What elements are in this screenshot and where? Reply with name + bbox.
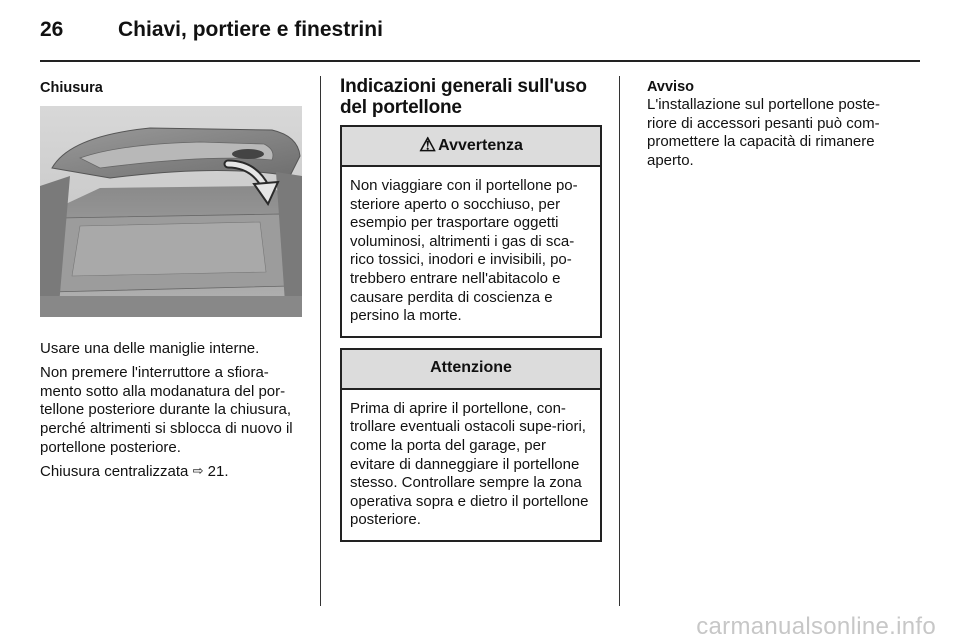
chapter-title: Chiavi, portiere e finestrini [118,18,383,41]
paragraph-touch-switch: Non premere l'interruttore a sfiora-mento sotto alla modanatura del por-tellone posteriore durante la chiusura, perché altrimenti si sblocca di nuovo il portellone posteriore. [40,364,293,456]
tailgate-illustration-svg [40,106,302,317]
note-body: L'installazione sul portellone poste-riore di accessori pesanti può com-promettere la capacità di rimanere aperto. [647,96,881,169]
right-column [647,76,897,170]
column-divider-right [619,76,620,606]
warning-title-text: Avvertenza [438,136,523,154]
page-number: 26 [40,18,64,41]
column-divider-left [320,76,321,606]
page-reference-arrow-icon: ⇨ [192,463,204,479]
crossref-label: Chiusura centralizzata [40,463,189,481]
warning-box-body: Non viaggiare con il portellone po-steriore aperto o socchiuso, per esempio per trasportare oggetti voluminosi, altrimenti i gas di sca-rico tossici, inodori e invisibili, po-trebbero entrare nell'abitacolo e causare perdita di coscienza e persino la morte. [350,177,578,325]
caution-box [340,348,602,542]
tailgate-closing-illustration [40,106,302,317]
warning-triangle-icon: ⚠ [419,134,437,156]
section-heading-tailgate-general: Indicazioni generali sull'uso del portellone [340,76,587,118]
paragraph-use-handles: Usare una delle maniglie interne. [40,339,260,357]
caution-box-body: Prima di aprire il portellone, con-trollare eventuali ostacoli supe-riori, come la porta del garage, per evitare di danneggiare il portellone stesso. Controllare sempre la zona operativa sopra e dietro il portellone posteriore. [350,399,589,529]
header-divider [40,60,920,62]
caution-box-title: Attenzione [342,350,600,390]
page-header [40,18,920,58]
footer-watermark: carmanualsonline.info [696,613,936,640]
section-heading-closing: Chiusura [40,80,103,96]
warning-box [340,125,602,338]
note-title: Avviso [647,79,695,95]
left-column [40,76,302,482]
crossref-central-locking[interactable] [40,463,302,482]
crossref-page: 21. [207,463,229,481]
middle-column [340,76,602,542]
warning-box-title [342,127,600,167]
